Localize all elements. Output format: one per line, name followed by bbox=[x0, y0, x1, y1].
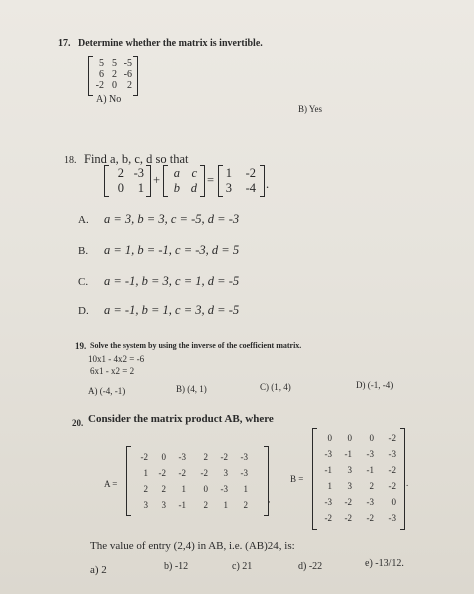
q18-m1-bracket-left bbox=[104, 165, 109, 197]
q18-option-d-text[interactable]: a = -1, b = 1, c = 3, d = -5 bbox=[104, 303, 240, 317]
q20-question: The value of entry (2,4) in AB, i.e. (AB)24, is: bbox=[90, 540, 295, 552]
q18-option-a-letter[interactable]: A. bbox=[78, 214, 89, 226]
q20-a-label: A = bbox=[104, 479, 118, 489]
q18-matrix-1: 2 -3 0 1 bbox=[117, 166, 144, 195]
q18-plus: + bbox=[153, 173, 161, 187]
q17-option-b[interactable]: B) Yes bbox=[298, 104, 323, 114]
q19-equation-1: 10x1 - 4x2 = -6 bbox=[88, 354, 145, 364]
q17-matrix: 5 5 -5 6 2 -6 -2 0 2 bbox=[95, 58, 132, 91]
q17-prompt: Determine whether the matrix is invertible. bbox=[78, 38, 263, 49]
q20-b-bracket-right bbox=[400, 428, 405, 530]
q20-option-a[interactable]: a) 2 bbox=[90, 564, 107, 576]
q17-option-a[interactable]: A) No bbox=[96, 94, 122, 105]
q18-option-b-letter[interactable]: B. bbox=[78, 245, 89, 257]
q18-m2-bracket-right bbox=[200, 165, 205, 197]
q20-number: 20. bbox=[72, 418, 84, 428]
q20-option-d[interactable]: d) -22 bbox=[298, 561, 323, 572]
q20-option-b[interactable]: b) -12 bbox=[164, 561, 189, 572]
q18-prompt: Find a, b, c, d so that bbox=[84, 152, 189, 166]
q20-matrix-a: -2 0 -3 2 -2 -3 1 -2 -2 -2 3 -3 2 2 1 0 -3 1 3 3 -1 2 1 2 bbox=[140, 452, 248, 510]
q19-prompt: Solve the system by using the inverse of the coefficient matrix. bbox=[90, 341, 302, 350]
q19-option-b[interactable]: B) (4, 1) bbox=[176, 384, 207, 394]
q19-equation-2: 6x1 - x2 = 2 bbox=[90, 366, 135, 376]
q18-equals: = bbox=[207, 173, 215, 187]
q18-m1-bracket-right bbox=[146, 165, 151, 197]
q20-dot: . bbox=[406, 478, 409, 488]
q18-matrix-2: a c b d bbox=[173, 166, 197, 195]
q20-b-label: B = bbox=[290, 474, 304, 484]
q20-prompt: Consider the matrix product AB, where bbox=[88, 413, 274, 425]
q20-comma: , bbox=[268, 494, 271, 504]
q19-option-a[interactable]: A) (-4, -1) bbox=[88, 386, 126, 396]
q18-m3-bracket-right bbox=[260, 165, 265, 197]
q18-option-a-text[interactable]: a = 3, b = 3, c = -5, d = -3 bbox=[104, 212, 240, 226]
q19-option-c[interactable]: C) (1, 4) bbox=[260, 382, 291, 392]
q18-matrix-3: 1 -2 3 -4 bbox=[225, 166, 256, 195]
q17-number: 17. bbox=[58, 38, 71, 49]
q19-number: 19. bbox=[75, 341, 87, 351]
q18-option-d-letter[interactable]: D. bbox=[78, 305, 89, 317]
q18-number: 18. bbox=[64, 155, 77, 166]
q19-option-d[interactable]: D) (-1, -4) bbox=[356, 380, 394, 390]
q20-a-bracket-right bbox=[264, 446, 269, 516]
q20-option-e[interactable]: e) -13/12. bbox=[365, 558, 404, 569]
q17-bracket-right bbox=[133, 56, 138, 96]
q18-option-c-letter[interactable]: C. bbox=[78, 276, 89, 288]
q18-option-b-text[interactable]: a = 1, b = -1, c = -3, d = 5 bbox=[104, 243, 240, 257]
q20-matrix-b: 0 0 0 -2 -3 -1 -3 -3 -1 3 -1 -2 1 3 2 -2 -3 -2 -3 0 -2 -2 -2 -3 bbox=[324, 433, 396, 523]
q18-period: . bbox=[266, 177, 270, 191]
q18-option-c-text[interactable]: a = -1, b = 3, c = 1, d = -5 bbox=[104, 274, 240, 288]
q20-option-c[interactable]: c) 21 bbox=[232, 561, 253, 572]
